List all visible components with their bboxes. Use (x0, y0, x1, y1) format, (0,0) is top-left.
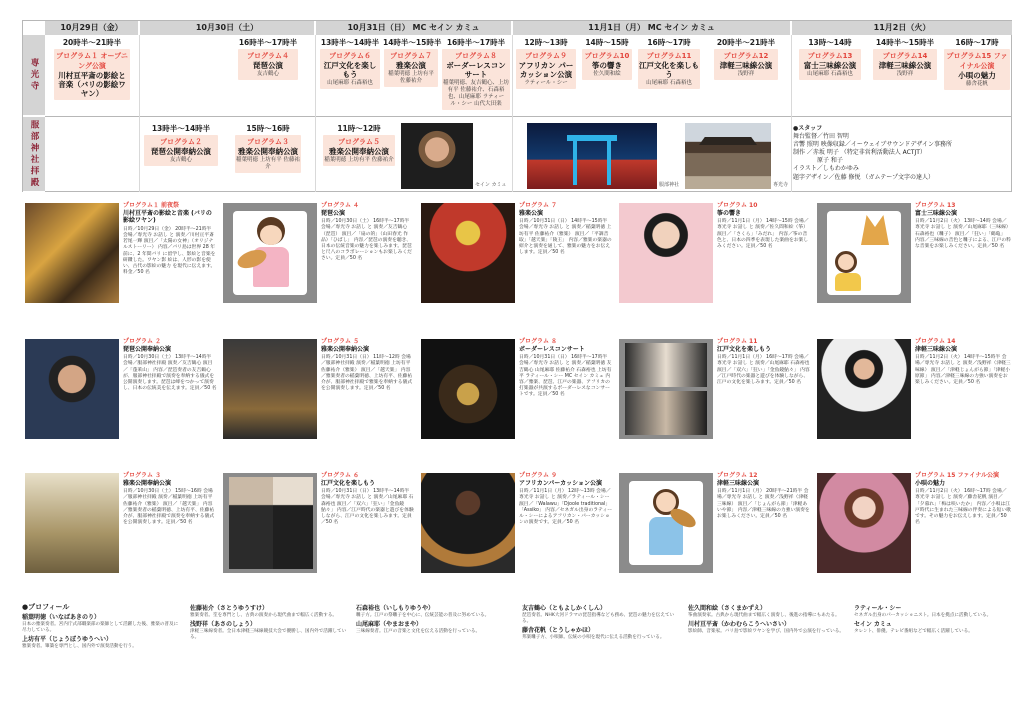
schedule-slot-p4[interactable]: 16時半～17時半 プログラム４ 琵琶公演 友吉鶴心 (225, 37, 311, 80)
card-program-label: プログラム ４ (321, 202, 360, 209)
schedule-slot-p9[interactable]: 12時～13時 プログラム９ アフリカン パーカッション公演 ラティール・シー (515, 37, 577, 89)
day-header-1102: 11月2日（火） (792, 21, 1012, 35)
profile-name: 上坊有平（じょうぼうゆうへい） (22, 636, 113, 644)
card-photo (223, 339, 317, 439)
card-body: 日時／11月1日（月） 20時半～21時半 会場／専光寺 お話し と 演奏／浅野祥（津軽三味線） 演目／「じょんがら節」「津軽あいや節」 内容／津軽三味線の力強い演奏をお楽しみください。定員／50 名 (717, 489, 810, 519)
card-body: 日時／10月30日（土） 15時～16時 会場／服部神社拝殿 演奏／稲葉明徳 上坊有平 佐藤祐介（雅楽） 演目／「越天楽」 内容／雅楽奏者の稲葉明徳、上坊有平、佐藤祐介が、服部神社拝殿で演奏を奉納する儀式を公開演奏します。定員／50 名 (123, 489, 215, 525)
schedule-slot-p12[interactable]: 20時半～21時半 プログラム12 津軽三味線公演 浅野祥 (703, 37, 789, 80)
card-illustration (817, 203, 911, 303)
schedule-slot-p10[interactable]: 14時～15時 プログラム10 筝の響き 佐久間和絵 (579, 37, 635, 80)
profile-name: 佐久間和絵（さくまかずえ） (688, 605, 767, 612)
day-header-1031: 10月31日（日） MC セイン カミュ (316, 21, 512, 35)
card-program-label: プログラム 12 (717, 472, 758, 479)
card-body: 日時／11月1日（月） 14時～15時 会場／専光寺 お話し と 演奏／佐久間和絵（筝） 演目／「さくら」「みだれ」 内容／筝の音色と、日本の四季を表現した楽曲をお楽しみください。定員／50 名 (717, 219, 809, 249)
card-photo (817, 473, 911, 573)
profile-text: セネガル出身のパーカッショニスト。日本を拠点に活動している。 (854, 612, 992, 618)
card-body: 日時／11月1日（月） 12時～13時 会場／専光寺 お話し と 演奏／ラティール・シー 演目／「Walawu」「Djoole traditional」「Assiko」 内容／セネガル出身のラティール・シーによるアフリカン・パーカッションの演奏です。定員／50 名 (519, 489, 613, 525)
profile-text: 津軽三味線奏者。全日本津軽三味線競技大会で優勝し、国内外で活躍している。 (190, 628, 347, 640)
card-body: 日時／10月31日（日） 14時半～15時半 会場／専光寺 お話し と 演奏／稲葉明徳 上坊有平 佐藤祐介（雅楽） 演目／「平調音取」「越天楽」「陵王」 内容／雅楽の楽器の紹介と演奏を通して、雅楽の魅力をお伝えします。定員／50 名 (519, 219, 612, 255)
schedule-slot-p3[interactable]: 15時～16時 プログラム３ 雅楽公開奉納公演 稲葉明徳 上坊有平 佐藤祐介 (223, 123, 313, 173)
profile-text: 影絵師、音楽家。バリ島で影絵ワヤンを学び、国内外で公演を行っている。 (688, 628, 844, 634)
program-card-9 (418, 470, 614, 578)
shrine-night-photo (527, 123, 657, 189)
card-photo (25, 339, 119, 439)
card-title: 筝の響き (717, 209, 742, 217)
profile-text: 雅楽奏者。篳篥を専門とし、国内外で演奏活動を行う。 (22, 644, 137, 650)
schedule-slot-p1[interactable]: 20時半～21時半 プログラム１ オープニング公演 川村亘平斎の影絵と音楽（バリの影絵ワヤン） (51, 37, 133, 100)
profile-name: 浅野祥（あさのしょう） (190, 620, 257, 628)
card-title: 川村亘平斎の影絵と音楽 (バリの影絵ワヤン) (123, 209, 212, 225)
program-card-1 (22, 200, 218, 308)
card-title: 雅楽公開奉納公演 (123, 479, 172, 487)
card-title: 津軽三味線公演 (915, 345, 958, 353)
card-title: 雅楽公演 (519, 209, 544, 217)
card-program-label: プログラム 15 ファイナル公演 (915, 472, 1000, 479)
card-title: 小唄の魅力 (915, 479, 946, 487)
schedule-slot-p15[interactable]: 16時～17時 プログラム15 ファイナル公演 小唄の魅力 藤舎花帆 (943, 37, 1011, 90)
profile-section (22, 603, 1012, 719)
mc-photo-caption: セイン カミュ (475, 182, 507, 188)
program-card-5 (220, 336, 416, 444)
staff-line: 舞台監督／竹田 智明 (793, 133, 849, 141)
staff-heading: ●スタッフ (793, 125, 823, 132)
profile-text: 三味線奏者。江戸の音楽と文化を伝える活動を行っている。 (356, 628, 481, 634)
profile-name: 稲葉明徳（いなばあきのり） (22, 614, 101, 622)
program-card-2 (22, 336, 218, 444)
schedule-slot-p11[interactable]: 16時～17時 プログラム11 江戸文化を楽しもう 山尾麻耶 石森裕也 (637, 37, 701, 89)
day-header-1030: 10月30日（土） (140, 21, 315, 35)
day-header-1029: 10月29日（金） (45, 21, 139, 35)
profile-text: 琵琶奏者。NHK大河ドラマの琵琶指導なども務め、琵琶の魅力を伝えている。 (522, 612, 675, 624)
program-card-13 (814, 200, 1012, 308)
card-body: 日時／10月31日（日） 13時半～14時半 会場／専光寺 お話し と 演奏／山尾麻耶 石森裕也 演目／「双六」「狂い」「金魚鏡鮎々」 内容／江戸時代の楽器と遊びを体験しながら、江戸の文化を楽しみます。定員／50 名 (321, 489, 414, 525)
profile-text: 邦楽囃子方、小唄師。伝統の小唄を現代に伝える活動を行っている。 (522, 634, 665, 640)
schedule-slot-p14[interactable]: 14時半～15時半 プログラム14 津軽三味線公演 浅野祥 (869, 37, 941, 80)
card-title: 津軽三味線公演 (717, 479, 760, 487)
schedule-slot-p13[interactable]: 13時～14時 プログラム13 富士三味線公演 山尾麻耶 石森裕也 (795, 37, 865, 80)
card-title: 琵琶公開奉納公演 (123, 345, 172, 353)
card-photo (25, 473, 119, 573)
card-program-label: プログラム 14 (915, 338, 956, 345)
profile-text: 囃子方。江戸の祭囃子を中心に、伝統芸能の普及に努めている。 (356, 612, 490, 618)
program-card-15 (814, 470, 1012, 578)
card-program-label: プログラム ５ (321, 338, 360, 345)
card-photo (817, 339, 911, 439)
card-program-label: プログラム ６ (321, 472, 360, 479)
program-card-8 (418, 336, 614, 444)
card-body: 日時／10月31日（日） 11時～12時 会場／服部神社拝殿 演奏／稲葉明徳 上坊有平 佐藤祐介（雅楽） 演目／「越天楽」 内容／雅楽奏者の稲葉明徳、上坊有平、佐藤祐介が、服部神社拝殿で雅楽を奉納する儀式を公開演奏します。定員／50 名 (321, 355, 413, 391)
staff-line: 制作 ／赤坂 明子 （特定非営利活動法人 ACTJT） (793, 149, 926, 157)
shrine-photo-caption: 服部神社 (659, 182, 680, 188)
venue-label-senkoji: 専光寺 (23, 35, 45, 116)
schedule-slot-p8[interactable]: 16時半～17時半 プログラム８ ボーダーレスコンサート 稲葉明徳、友吉鶴心、上坊有平 佐藤祐介、石森裕也、山尾麻耶 ラティール・シー 山代大田楽 (441, 37, 511, 110)
program-card-12 (616, 470, 812, 578)
card-title: アフリカンパーカッション公演 (519, 479, 602, 487)
card-body: 日時／10月30日（土） 16時半～17時半 会場／専光寺 お話し と 演奏／友吉鶴心（琵琶） 演目／「扇の的」（山田春光 作品）「ひばし」 内容／琵琶の演奏を聴き、日本の伝統音楽の魅力を楽しみます。琵琶と尺八のコラボレーションもお楽しみください。定員／50 名 (321, 219, 412, 262)
program-card-7 (418, 200, 614, 308)
profile-heading: ●プロフィール (22, 603, 70, 611)
card-photo (223, 473, 317, 573)
profile-name: 友吉鶴心（ともよしかくしん） (522, 605, 607, 612)
card-photo (619, 339, 713, 439)
temple-photo (685, 123, 771, 189)
card-body: 日時／11月2日（火） 14時半～15時半 会場／専光寺 お話し と 演奏／浅野祥（津軽三味線） 演目／「津軽じょんがら節」「津軽小原節」 内容／津軽三味線の力強い演奏をお楽しみください。定員／50 名 (915, 355, 1011, 385)
program-card-11 (616, 336, 812, 444)
profile-text: 筝曲演奏家。古典から現代曲まで幅広く演奏し、後進の指導にもあたる。 (688, 612, 840, 618)
card-body: 日時／11月1日（月） 16時～17時 会場／専光寺 お話し と 演奏／山尾麻耶 石森裕也 演目／「双六」「狂い」「金魚鏡鮎々」 内容／江戸時代の楽器と遊びを体験しながら、江戸の文化を楽しみます。定員／50 名 (717, 355, 810, 385)
card-photo (421, 203, 515, 303)
card-photo (25, 203, 119, 303)
card-body: 日時／11月2日（火） 16時～17時 会場／専光寺 お話し と 演奏／藤舎花帆 演目／「夕暮れ」「梅は咲いたか」 内容／小唄は江戸時代に生まれた三味線の伴奏による短い歌です。その魅力をお伝えします。定員／50 名 (915, 489, 1011, 525)
card-body: 日時／10月31日（日） 16時半～17時半 会場／専光寺 お話し と 演奏／稲葉明徳 友吉鶴心 山尾麻耶 佐藤祐介 石森裕也 上坊有平 ラティール・シー MC セイン カミュ 内容／雅楽、琵琶、江戸の楽器、アフリカの打楽器が共演するボーダーレスなコンサートです。定員／50 名 (519, 355, 612, 398)
schedule-slot-p2[interactable]: 13時半～14時半 プログラム２ 琵琶公開奉納公演 友吉鶴心 (141, 123, 221, 166)
card-body: 日時／11月2日（火） 13時～14時 会場／専光寺 お話し と 演奏／山尾麻耶（三味線） 石森裕也（囃子） 演目／「狂い」「鶴亀」 内容／三味線の音色と囃子による、江戸の粋な音楽をお楽しみください。定員／50 名 (915, 219, 1011, 249)
card-title: ボーダーレスコンサート (519, 345, 585, 353)
profile-name: 藤舎花帆（とうしゃかほ） (522, 627, 595, 635)
schedule-grid (22, 20, 1012, 192)
staff-line: 音響 照明 映像収録／イーウェイブサウンドデザイン事務所 (793, 141, 952, 149)
staff-line: イラスト／しもわかゆみ (793, 165, 859, 173)
card-program-label: プログラム ７ (519, 202, 558, 209)
card-program-label: プログラム 13 (915, 202, 956, 209)
profile-name: 佐藤祐介（さとうゆうすけ） (190, 605, 269, 612)
card-title: 富士三味線公演 (915, 209, 958, 217)
day-header-1101: 11月1日（月） MC セイン カミュ (513, 21, 791, 35)
temple-photo-caption: 専光寺 (773, 182, 789, 188)
profile-text: 日本の雅楽奏者。宮内庁式部職楽部の楽師として活躍した後、雅楽の普及に尽力している。 (22, 622, 179, 634)
profile-name: セイン カミュ (854, 620, 892, 628)
staff-line: 原子 和子 (793, 157, 843, 165)
schedule-slot-p7[interactable]: 14時半～15時半 プログラム７ 雅楽公演 稲葉明徳 上坊有平 佐藤祐介 (383, 37, 439, 87)
schedule-slot-p6[interactable]: 13時半～14時半 プログラム６ 江戸文化を楽しもう 山尾麻耶 石森裕也 (319, 37, 381, 89)
staff-line: 題字デザイン／佐藤 修悦 （ガムテープ文字の達人） (793, 173, 934, 181)
profile-name: 石森裕也（いしもりゆうや） (356, 605, 435, 612)
card-program-label: プログラム ９ (519, 472, 558, 479)
program-card-3 (22, 470, 218, 578)
card-title: 琵琶公演 (321, 209, 346, 217)
card-program-label: プログラム ３ (123, 472, 162, 479)
card-body: 日時／10月29日（金） 20時半～21時半 会場／専光寺 お話し と 演奏／川村亘平斎 若尾一輝 演目／「太陽の女神」（オリジナルストーリー） 内容／バリ島は世界 28 年前に、2 年間バリ に留学し、影絵と音楽を研鑽した。ワヤン影 絵は、人形の影を使い、古代の影絵の魅力 を現代に伝えます。料金／50 名 (123, 227, 216, 275)
card-body: 日時／10月30日（土） 13時半～14時半 会場／服部神社拝殿 演奏／友吉鶴心 演目／「蓬莱山」 内容／琵琶奏者の友吉鶴心が、服部神社拝殿で演奏を奉納する儀式を公開演奏します。琵琶は峰をつかって演奏し、日本の伝統美を伝えます。定員／50 名 (123, 355, 217, 391)
card-program-label: プログラム 11 (717, 338, 758, 345)
staff-block (793, 125, 1011, 182)
card-title: 雅楽公開奉納公演 (321, 345, 370, 353)
schedule-slot-p5[interactable]: 11時～12時 プログラム５ 雅楽公開奉納公演 稲葉明徳 上坊有平 佐藤祐介 (319, 123, 399, 166)
card-program-label: プログラム ２ (123, 338, 162, 345)
card-title: 江戸文化を楽しもう (717, 345, 772, 353)
program-card-6 (220, 470, 416, 578)
profile-name: 山尾麻耶（やまおまや） (356, 620, 423, 628)
profile-name: 川村亘平斎（かわむらこうへいさい） (688, 620, 791, 628)
venue-label-hattori: 服部神社拝殿 (23, 117, 45, 192)
card-illustration (619, 473, 713, 573)
program-card-4 (220, 200, 416, 308)
card-photo (421, 473, 515, 573)
mc-portrait-photo (401, 123, 473, 189)
program-card-10 (616, 200, 812, 308)
card-photo (421, 339, 515, 439)
profile-text: 雅楽奏者。笙を専門とし、古典の演奏から現代曲まで幅広く活動する。 (190, 612, 338, 618)
program-card-14 (814, 336, 1012, 444)
card-program-label: プログラム１ 前夜祭 (123, 202, 180, 209)
card-program-label: プログラム 10 (717, 202, 758, 209)
card-title: 江戸文化を楽しもう (321, 479, 376, 487)
card-illustration (223, 203, 317, 303)
profile-name: ラティール・シー (854, 605, 902, 612)
card-photo (619, 203, 713, 303)
card-program-label: プログラム ８ (519, 338, 558, 345)
profile-text: タレント、俳優。テレビ番組などで幅広く活躍している。 (854, 628, 973, 634)
